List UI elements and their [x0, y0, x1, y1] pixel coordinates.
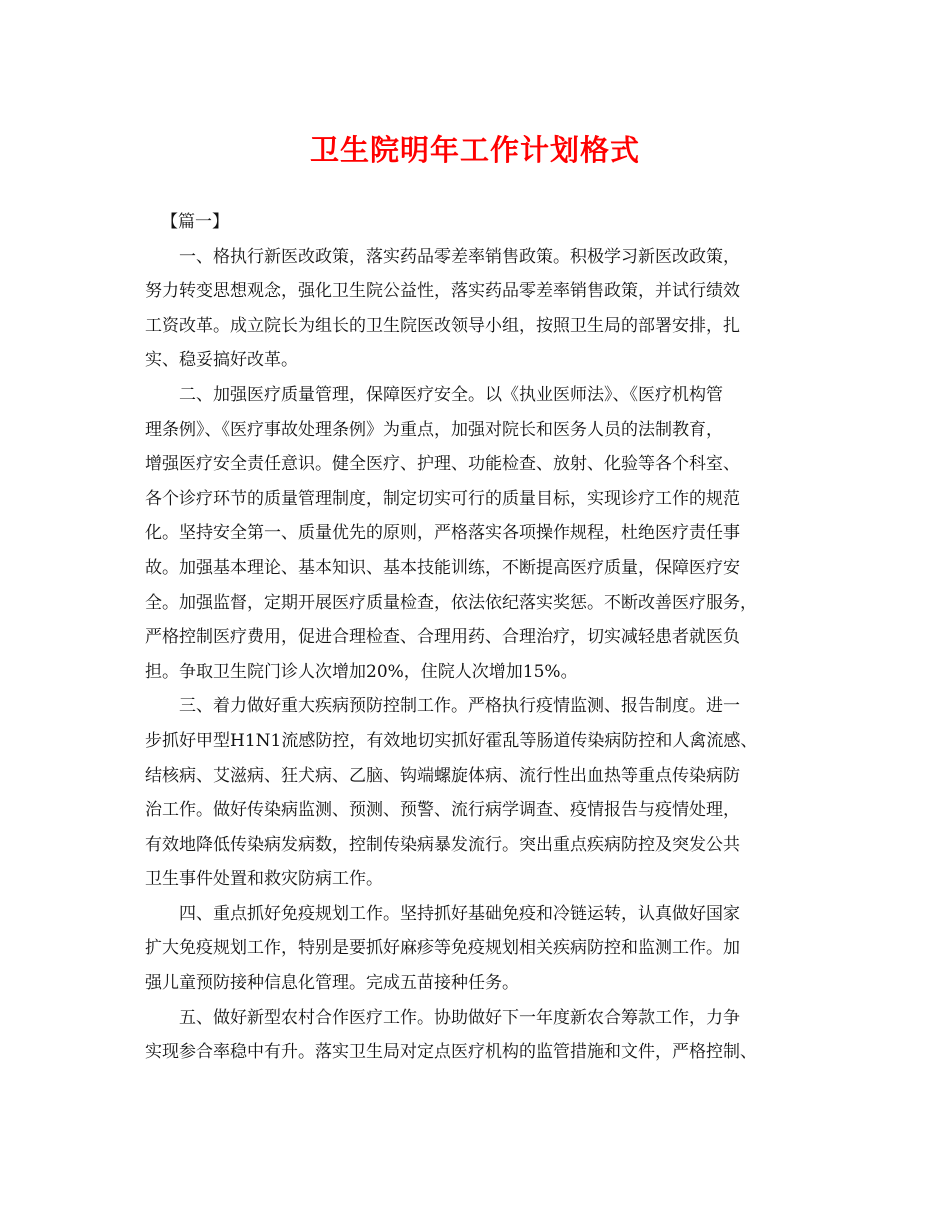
- paragraph-5-line-2: 实现参合率稳中有升。落实卫生局对定点医疗机构的监管措施和文件，严格控制、: [145, 1042, 757, 1063]
- paragraph-5-line-1: 五、做好新型农村合作医疗工作。协助做好下一年度新农合筹款工作，力争: [179, 1007, 740, 1028]
- paragraph-1-line-3: 工资改革。成立院长为组长的卫生院医改领导小组，按照卫生局的部署安排，扎: [145, 315, 740, 336]
- paragraph-2-line-8: 严格控制医疗费用，促进合理检查、合理用药、合理治疗，切实减轻患者就医负: [145, 627, 740, 648]
- document-title: 卫生院明年工作计划格式: [309, 133, 640, 167]
- paragraph-1-line-4: 实、稳妥搞好改革。: [145, 350, 298, 371]
- paragraph-4-line-3: 强儿童预防接种信息化管理。完成五苗接种任务。: [145, 973, 519, 994]
- paragraph-3-line-1: 三、着力做好重大疾病预防控制工作。严格执行疫情监测、报告制度。进一: [179, 696, 740, 717]
- paragraph-2-line-7: 全。加强监督，定期开展医疗质量检查，依法依纪落实奖惩。不断改善医疗服务，: [145, 592, 757, 613]
- paragraph-2-line-6: 故。加强基本理论、基本知识、基本技能训练，不断提高医疗质量，保障医疗安: [145, 557, 740, 578]
- paragraph-3-line-4: 治工作。做好传染病监测、预测、预警、流行病学调查、疫情报告与疫情处理，: [145, 800, 740, 821]
- paragraph-2-line-5: 化。坚持安全第一、质量优先的原则，严格落实各项操作规程，杜绝医疗责任事: [145, 523, 740, 544]
- paragraph-3-line-2: 步抓好甲型H1N1流感防控，有效地切实抓好霍乱等肠道传染病防控和人禽流感、: [145, 730, 758, 751]
- paragraph-4-line-2: 扩大免疫规划工作，特别是要抓好麻疹等免疫规划相关疾病防控和监测工作。加: [145, 938, 740, 959]
- paragraph-2-line-9: 担。争取卫生院门诊人次增加20%，住院人次增加15%。: [145, 661, 578, 682]
- document-body: [145, 205, 805, 1070]
- paragraph-2-line-3: 增强医疗安全责任意识。健全医疗、护理、功能检查、放射、化验等各个科室、: [145, 454, 740, 475]
- paragraph-2-line-4: 各个诊疗环节的质量管理制度，制定切实可行的质量目标，实现诊疗工作的规范: [145, 488, 740, 509]
- paragraph-3-line-5: 有效地降低传染病发病数，控制传染病暴发流行。突出重点疾病防控及突发公共: [145, 834, 740, 855]
- section-label: 【篇一】: [161, 212, 229, 232]
- paragraph-3-line-6: 卫生事件处置和救灾防病工作。: [145, 869, 383, 890]
- paragraph-1-line-1: 一、格执行新医改政策，落实药品零差率销售政策。积极学习新医改政策，: [179, 246, 740, 267]
- paragraph-2-line-2: 理条例》、《医疗事故处理条例》为重点，加强对院长和医务人员的法制教育，: [145, 419, 723, 440]
- paragraph-1-line-2: 努力转变思想观念，强化卫生院公益性，落实药品零差率销售政策，并试行绩效: [145, 281, 740, 302]
- paragraph-4-line-1: 四、重点抓好免疫规划工作。坚持抓好基础免疫和冷链运转，认真做好国家: [179, 903, 740, 924]
- paragraph-2-line-1: 二、加强医疗质量管理，保障医疗安全。以《执业医师法》、《医疗机构管: [179, 384, 723, 405]
- paragraph-3-line-3: 结核病、艾滋病、狂犬病、乙脑、钩端螺旋体病、流行性出血热等重点传染病防: [145, 765, 740, 786]
